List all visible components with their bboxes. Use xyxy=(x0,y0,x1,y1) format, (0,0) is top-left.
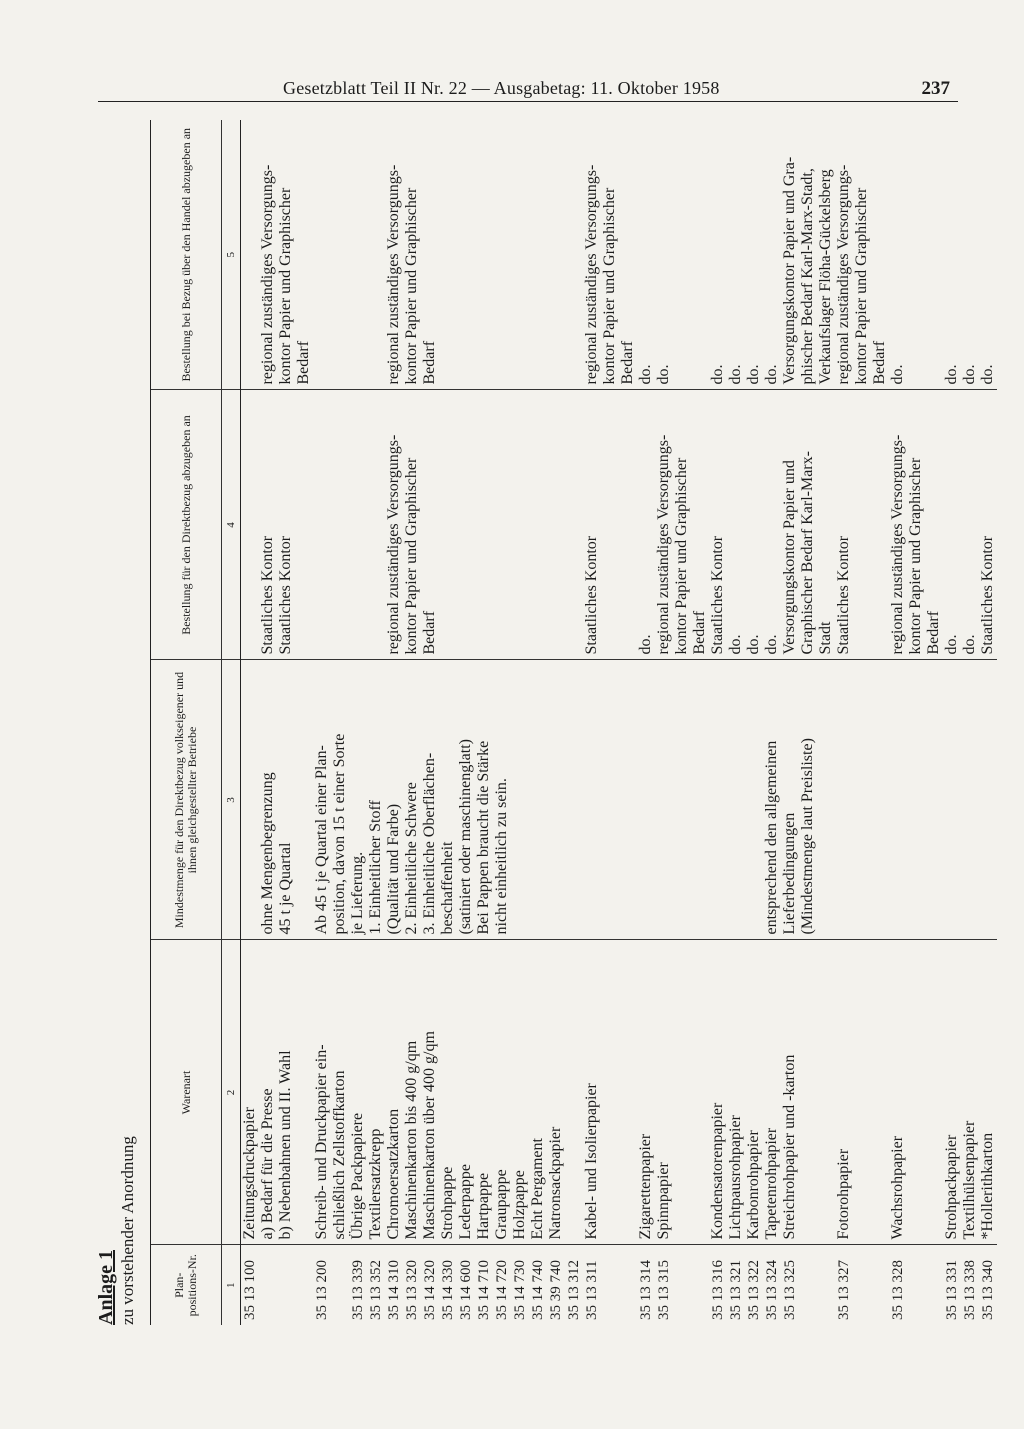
cell-line: regional zuständiges Versorgungs- xyxy=(655,434,672,655)
cell-line: 35 13 328 xyxy=(890,1260,906,1320)
cell-line: Bedarf xyxy=(421,340,438,385)
cell-menge xyxy=(889,660,943,940)
col-header-handel: Bestellung bei Bezug über den Handel abzugeben an xyxy=(151,120,222,390)
cell-line: Tapetenrohpapier xyxy=(763,1127,780,1240)
cell-line: regional zuständiges Versorgungs- xyxy=(385,164,402,385)
cell-menge xyxy=(313,660,583,940)
cell-pos xyxy=(889,1245,943,1325)
cell-direkt xyxy=(889,390,943,660)
cell-line: Maschinenkarton bis 400 g/qm xyxy=(403,1040,420,1240)
cell-direkt xyxy=(583,390,637,660)
cell-line: 35 13 311 xyxy=(584,1260,600,1320)
page-header xyxy=(98,78,958,104)
cell-line: schließlich Zellstoffkarton xyxy=(331,1070,348,1240)
cell-line: 35 13 327 xyxy=(836,1260,852,1320)
cell-line xyxy=(367,125,385,385)
cell-pos xyxy=(943,1245,997,1325)
cell-line: Staatliches Kontor xyxy=(835,535,852,655)
cell-line: Bei Pappen braucht die Stärke xyxy=(475,740,492,935)
cell-line: *Hollerithkarton xyxy=(979,1132,996,1240)
cell-line: 35 13 340 xyxy=(980,1260,996,1320)
cell-line: ohne Mengenbegrenzung xyxy=(259,772,276,935)
cell-line: Wachsrohpapier xyxy=(889,1135,906,1240)
cell-line: do. xyxy=(637,634,654,655)
cell-pos xyxy=(241,1245,314,1325)
cell-ware xyxy=(835,940,889,1245)
cell-ware xyxy=(637,940,709,1245)
goods-table xyxy=(150,120,997,1325)
cell-line: do. xyxy=(763,364,780,385)
cell-handel xyxy=(313,120,583,390)
cell-line: 35 14 720 xyxy=(494,1260,510,1320)
cell-line: do. xyxy=(709,364,726,385)
anlage-title: Anlage 1 xyxy=(95,1250,117,1325)
table-row xyxy=(943,120,997,1325)
cell-line: do. xyxy=(655,364,672,385)
cell-line: regional zuständiges Versorgungs- xyxy=(889,434,906,655)
cell-line: 35 14 600 xyxy=(458,1260,474,1320)
cell-line xyxy=(241,396,259,655)
cell-line: 35 13 312 xyxy=(566,1260,582,1320)
cell-line: 35 14 740 xyxy=(530,1260,546,1320)
cell-line xyxy=(889,666,907,935)
cell-line: regional zuständiges Versorgungs- xyxy=(259,164,276,385)
cell-line: Chromoersatzkarton xyxy=(385,1108,402,1240)
cell-line: Kabel- und Isolierpapier xyxy=(583,1083,600,1240)
cell-line: Versorgungskontor Papier und xyxy=(781,460,798,655)
table-row xyxy=(889,120,943,1325)
cell-line: Hartpappe xyxy=(475,1172,492,1240)
cell-line xyxy=(709,666,727,935)
cell-line: Lichtpausrohpapier xyxy=(727,1115,744,1240)
cell-line xyxy=(241,125,259,385)
cell-line: Graupappe xyxy=(493,1169,510,1240)
cell-line xyxy=(745,666,763,935)
cell-menge xyxy=(835,660,889,940)
rotated-content xyxy=(95,120,996,1325)
cell-line: do. xyxy=(961,634,978,655)
cell-line: Bedarf xyxy=(691,610,708,655)
cell-line: Graphischer Bedarf Karl-Marx- xyxy=(799,451,816,655)
cell-line: do. xyxy=(745,364,762,385)
cell-line xyxy=(583,666,601,935)
cell-line: do. xyxy=(943,364,960,385)
cell-line: Bedarf xyxy=(619,340,636,385)
cell-line: Strohpackpapier xyxy=(943,1134,960,1240)
cell-handel xyxy=(709,120,835,390)
cell-direkt xyxy=(241,390,314,660)
cell-line: regional zuständiges Versorgungs- xyxy=(583,164,600,385)
cell-line: regional zuständiges Versorgungs- xyxy=(385,434,402,655)
cell-handel xyxy=(241,120,314,390)
cell-line: Staatliches Kontor xyxy=(259,535,276,655)
cell-ware xyxy=(583,940,637,1245)
cell-menge xyxy=(637,660,709,940)
cell-line: regional zuständiges Versorgungs- xyxy=(835,164,852,385)
cell-line: do. xyxy=(889,364,906,385)
cell-line: Strohpappe xyxy=(439,1166,456,1240)
cell-pos xyxy=(637,1245,709,1325)
cell-direkt xyxy=(709,390,835,660)
cell-line: Übrige Packpapiere xyxy=(349,1112,366,1240)
cell-line xyxy=(241,666,259,935)
cell-line: Staatliches Kontor xyxy=(979,535,996,655)
cell-line: kontor Papier und Graphischer xyxy=(853,187,870,385)
cell-line: beschaffenheit xyxy=(439,841,456,935)
col-header-direkt: Bestellung für den Direktbezug abzugeben an xyxy=(151,390,222,660)
cell-line xyxy=(367,396,385,655)
header-rule xyxy=(98,101,958,102)
cell-line: do. xyxy=(961,364,978,385)
cell-menge xyxy=(709,660,835,940)
cell-line: phischer Bedarf Karl-Marx-Stadt, xyxy=(799,168,816,385)
table-number-row xyxy=(222,120,241,1325)
col-num: 3 xyxy=(222,660,241,940)
cell-line: a) Bedarf für die Presse xyxy=(259,1088,276,1240)
cell-line: Kondensatorenpapier xyxy=(709,1102,726,1240)
cell-line xyxy=(331,125,349,385)
cell-line: Holzpappe xyxy=(511,1170,528,1240)
cell-line xyxy=(313,396,331,655)
cell-line: Stadt xyxy=(817,621,834,655)
cell-line: Karbonrohpapier xyxy=(745,1130,762,1240)
table-row xyxy=(313,120,583,1325)
cell-line xyxy=(727,666,745,935)
cell-line: do. xyxy=(637,364,654,385)
cell-line: Spinnpapier xyxy=(655,1162,672,1240)
cell-line: Versorgungskontor Papier und Gra- xyxy=(781,156,798,385)
cell-line xyxy=(259,1251,277,1321)
cell-line: do. xyxy=(979,364,996,385)
cell-line: Fotorohpapier xyxy=(835,1148,852,1240)
cell-line xyxy=(349,125,367,385)
cell-line: Bedarf xyxy=(871,340,888,385)
cell-menge xyxy=(943,660,997,940)
cell-line: Streichrohpapier und -karton xyxy=(781,1054,798,1240)
cell-line: (satiniert oder maschinenglatt) xyxy=(457,739,474,935)
cell-pos xyxy=(709,1245,835,1325)
cell-line: Natronsackpapier xyxy=(547,1126,564,1240)
page-number: 237 xyxy=(921,78,950,99)
cell-line: je Lieferung. xyxy=(349,851,366,935)
cell-line: 35 13 100 xyxy=(242,1260,258,1320)
cell-line: 35 14 320 xyxy=(422,1260,438,1320)
cell-line: (Qualität und Farbe) xyxy=(385,803,402,935)
cell-line: kontor Papier und Graphischer xyxy=(277,187,294,385)
cell-line: 35 13 325 xyxy=(782,1260,798,1320)
cell-line: Bedarf xyxy=(925,610,942,655)
cell-ware xyxy=(889,940,943,1245)
cell-line: 35 13 339 xyxy=(350,1260,366,1320)
anlage-block xyxy=(95,1136,138,1325)
cell-line: 35 13 320 xyxy=(404,1260,420,1320)
cell-line: 35 13 200 xyxy=(314,1260,330,1320)
cell-direkt xyxy=(637,390,709,660)
cell-line: 35 14 330 xyxy=(440,1260,456,1320)
cell-line: kontor Papier und Graphischer xyxy=(673,457,690,655)
cell-pos xyxy=(313,1245,583,1325)
cell-handel xyxy=(835,120,889,390)
cell-line: kontor Papier und Graphischer xyxy=(403,457,420,655)
cell-direkt xyxy=(313,390,583,660)
cell-direkt xyxy=(835,390,889,660)
cell-line: 35 13 338 xyxy=(962,1260,978,1320)
cell-line: 35 14 730 xyxy=(512,1260,528,1320)
cell-line: 35 14 310 xyxy=(386,1260,402,1320)
cell-ware xyxy=(943,940,997,1245)
cell-line: 2. Einheitliche Schwere xyxy=(403,782,420,935)
cell-handel xyxy=(943,120,997,390)
cell-line: Bedarf xyxy=(295,340,312,385)
col-num: 1 xyxy=(222,1245,241,1325)
cell-line: b) Nebenbahnen und II. Wahl xyxy=(277,1050,294,1240)
table-row xyxy=(637,120,709,1325)
cell-line xyxy=(961,666,979,935)
cell-line xyxy=(277,1251,295,1321)
cell-line: 35 13 316 xyxy=(710,1260,726,1320)
cell-line: Maschinenkarton über 400 g/qm xyxy=(421,1031,438,1240)
cell-line: Lieferbedingungen xyxy=(781,812,798,935)
cell-ware xyxy=(313,940,583,1245)
cell-line: 35 39 740 xyxy=(548,1260,564,1320)
table-row xyxy=(835,120,889,1325)
table-row xyxy=(583,120,637,1325)
cell-handel xyxy=(583,120,637,390)
cell-line: Textilhülsenpapier xyxy=(961,1120,978,1240)
cell-line: 35 14 710 xyxy=(476,1260,492,1320)
col-header-pos: Plan-positions-Nr. xyxy=(151,1245,222,1325)
cell-handel xyxy=(889,120,943,390)
anlage-subtitle: zu vorstehender Anordnung xyxy=(118,1136,137,1325)
header-title: Gesetzblatt Teil II Nr. 22 — Ausgabetag: 11. Oktober 1958 xyxy=(283,78,720,98)
cell-line: do. xyxy=(745,634,762,655)
cell-line: nicht einheitlich zu sein. xyxy=(493,778,510,935)
col-num: 5 xyxy=(222,120,241,390)
cell-line: 1. Einheitlicher Stoff xyxy=(367,800,384,935)
cell-line: do. xyxy=(727,364,744,385)
cell-line: 35 13 321 xyxy=(728,1260,744,1320)
cell-line: Textilersatzkrepp xyxy=(367,1128,384,1240)
cell-line: 35 13 331 xyxy=(944,1260,960,1320)
cell-line: Staatliches Kontor xyxy=(709,535,726,655)
cell-line: 3. Einheitliche Oberflächen- xyxy=(421,752,438,935)
cell-handel xyxy=(637,120,709,390)
cell-menge xyxy=(241,660,314,940)
cell-line: do. xyxy=(763,634,780,655)
table-row xyxy=(241,120,314,1325)
cell-line xyxy=(331,396,349,655)
cell-line xyxy=(835,666,853,935)
cell-ware xyxy=(709,940,835,1245)
cell-direkt xyxy=(943,390,997,660)
cell-line: do. xyxy=(943,634,960,655)
col-header-ware: Warenart xyxy=(151,940,222,1245)
cell-line: 35 13 314 xyxy=(638,1260,654,1320)
table-header-row xyxy=(151,120,222,1325)
cell-line xyxy=(655,666,673,935)
cell-pos xyxy=(583,1245,637,1325)
cell-line: position, davon 15 t einer Sorte xyxy=(331,733,348,935)
cell-ware xyxy=(241,940,314,1245)
cell-line xyxy=(637,666,655,935)
cell-line: Staatliches Kontor xyxy=(277,535,294,655)
cell-line xyxy=(313,125,331,385)
col-num: 2 xyxy=(222,940,241,1245)
cell-line: (Mindestmenge laut Preisliste) xyxy=(799,738,816,935)
cell-line: Lederpappe xyxy=(457,1163,474,1240)
cell-line: Zigarettenpapier xyxy=(637,1133,654,1240)
cell-line: 35 13 324 xyxy=(764,1260,780,1320)
cell-line: entsprechend den allgemeinen xyxy=(763,740,780,935)
table-row xyxy=(709,120,835,1325)
cell-line: 35 13 352 xyxy=(368,1260,384,1320)
cell-line: Staatliches Kontor xyxy=(583,535,600,655)
cell-line: 45 t je Quartal xyxy=(277,842,294,935)
cell-line: do. xyxy=(727,634,744,655)
cell-line: Verkaufslager Flöha-Gückelsberg xyxy=(817,169,834,385)
cell-line xyxy=(943,666,961,935)
cell-line: 35 13 315 xyxy=(656,1260,672,1320)
col-num: 4 xyxy=(222,390,241,660)
cell-line xyxy=(349,396,367,655)
cell-line: Zeitungsdruckpapier xyxy=(241,1107,258,1240)
cell-line: kontor Papier und Graphischer xyxy=(403,187,420,385)
cell-menge xyxy=(583,660,637,940)
cell-line: Schreib- und Druckpapier ein- xyxy=(313,1044,330,1240)
cell-line: kontor Papier und Graphischer xyxy=(907,457,924,655)
cell-line: kontor Papier und Graphischer xyxy=(601,187,618,385)
cell-line xyxy=(331,1251,349,1321)
cell-pos xyxy=(835,1245,889,1325)
cell-line: Echt Pergament xyxy=(529,1138,546,1240)
col-header-menge: Mindestmenge für den Direktbezug volkseigener und ihnen gleichgestellter Betriebe xyxy=(151,660,222,940)
cell-line: Ab 45 t je Quartal einer Plan- xyxy=(313,745,330,935)
cell-line: Bedarf xyxy=(421,610,438,655)
cell-line: 35 13 322 xyxy=(746,1260,762,1320)
cell-line xyxy=(979,666,997,935)
